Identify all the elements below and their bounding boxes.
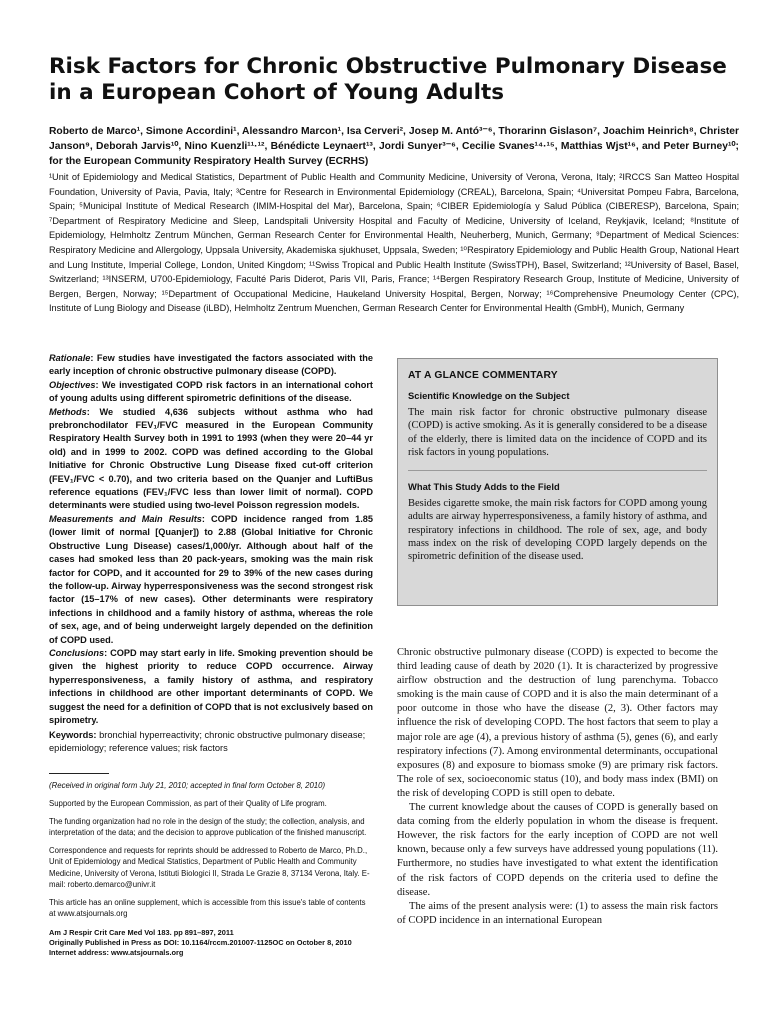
abstract-methods-label: Methods bbox=[49, 406, 87, 417]
keywords bbox=[49, 729, 373, 756]
journal-internet: Internet address: www.atsjournals.org bbox=[49, 948, 184, 957]
body-paragraph: Chronic obstructive pulmonary disease (COPD) is expected to become the third leading cause of death by 2020 (1). It is characterized by progressive airflow obstruction and the destruction of lung parenchyma. Tobacco smoking is the main cause of COPD and it is also the main determinant of a poor outcome in those who have the disease (2, 3). Other factors may influence the risk of developing COPD. The host factors that seem to play a major role are age (4), a previous history of asthma (5), genes (6), and early respiratory infections (7). Among environmental determinants, occupational exposures (8) and exposure to biomass smoke (9) are primary risk factors. The role of sex, socioeconomic status (10), and body mass index (BMI) on the risk of developing COPD is still open to debate. bbox=[397, 647, 718, 799]
body-paragraph: The current knowledge about the causes of COPD is generally based on data coming from the elderly population in whom the disease is frequent. However, the risk factors for the early inception of COPD are not well known, because only a few surveys have addressed young populations (11). Furthermore, no studies have investigated to what extent the identification of the risk factors of COPD depends on the criteria used to define the disease. bbox=[397, 802, 718, 898]
support-note: Supported by the European Commission, as part of their Quality of Life program. bbox=[49, 799, 327, 809]
abstract-results-label: Measurements and Main Results bbox=[49, 513, 202, 524]
abstract-methods bbox=[49, 406, 373, 513]
keywords-label: Keywords: bbox=[49, 730, 97, 740]
funding-note: The funding organization had no role in the design of the study; the collection, analysis, and interpretation of the data; and the decision to approve publication of the finished manuscript. bbox=[49, 817, 367, 838]
journal-citation: Am J Respir Crit Care Med Vol 183. pp 891–897, 2011 bbox=[49, 928, 234, 937]
article-title: Risk Factors for Chronic Obstructive Pulmonary Disease in a European Cohort of Young Adults bbox=[49, 54, 727, 105]
abstract-objectives-text: : We investigated COPD risk factors in an international cohort of young adults using different spirometric definitions of the disease. bbox=[49, 379, 373, 404]
abstract-conclusions bbox=[49, 647, 373, 727]
body-paragraph: The aims of the present analysis were: (1) to assess the main risk factors of COPD incidence in an international European bbox=[397, 900, 718, 926]
received-dates: (Received in original form July 21, 2010; accepted in final form October 8, 2010) bbox=[49, 781, 326, 790]
abstract-conclusions-label: Conclusions bbox=[49, 647, 105, 658]
correspondence-note: Correspondence and requests for reprints should be addressed to Roberto de Marco, Ph.D., Unit of Epidemiology and Medical Statistics, Department of Public Health and Community Medicine, University of Verona, Istituti Biologici II, Strada Le Grazie 8, 37134 Verona, Italy. E-mail: roberto.demarco@univr.it bbox=[49, 846, 370, 889]
glance-title: AT A GLANCE COMMENTARY bbox=[408, 370, 558, 381]
keywords-text: bronchial hyperreactivity; chronic obstructive pulmonary disease; epidemiology; reference values; risk factors bbox=[49, 730, 366, 754]
supplement-note: This article has an online supplement, which is accessible from this issue's table of contents at www.atsjournals.org bbox=[49, 897, 366, 918]
author-list: Roberto de Marco¹, Simone Accordini¹, Alessandro Marcon¹, Isa Cerveri², Josep M. Antó³⁻⁶, Thorarinn Gislason⁷, Joachim Heinrich⁸, Christer Janson⁹, Deborah Jarvis¹⁰, Nino Kuenzli¹¹·¹², Bénédicte Leynaert¹³, Jordi Sunyer³⁻⁶, Cecilie Svanes¹⁴·¹⁵, Matthias Wjst¹⁶, and Peter Burney¹⁰; for the European Community Respiratory Health Survey (ECRHS) bbox=[49, 126, 739, 168]
abstract-rationale-text: : Few studies have investigated the factors associated with the early inception of chronic obstructive pulmonary disease (COPD). bbox=[49, 353, 373, 377]
introduction-text bbox=[397, 646, 718, 928]
abstract-results bbox=[49, 513, 373, 647]
footnotes bbox=[49, 780, 373, 926]
abstract bbox=[49, 352, 373, 727]
abstract-rationale bbox=[49, 352, 373, 379]
abstract-rationale-label: Rationale bbox=[49, 353, 91, 363]
glance-text-knowledge: The main risk factor for chronic obstructive pulmonary disease (COPD) is active smoking. As it is generally considered to be a disease of the elderly, there is limited data on the incidence of COPD and its risk factors in young populations. bbox=[408, 407, 707, 458]
journal-doi: Originally Published in Press as DOI: 10.1164/rccm.201007-1125OC on October 8, 2010 bbox=[49, 938, 352, 947]
glance-heading-knowledge: Scientific Knowledge on the Subject bbox=[408, 390, 570, 401]
journal-info bbox=[49, 928, 373, 958]
abstract-methods-text: : We studied 4,636 subjects without asthma who had prebronchodilator FEV₁/FVC measured in the European Community Respiratory Health Survey both in 1991 to 1993 (when they were 20–44 yr old) and in 1999 to 2002. COPD was defined according to the Global Initiative for Chronic Obstructive Lung Disease fixed cut-off criterion (FEV₁/FVC < 0.70), and two criteria based on the Quanjer and LuftiBus reference equations (FEV₁/FVC less than lower limit of normal). COPD determinants were studied using two-level Poisson regression models. bbox=[49, 406, 373, 511]
affiliations: ¹Unit of Epidemiology and Medical Statistics, Department of Public Health and Community Medicine, University of Verona, Verona, Italy; ²IRCCS San Matteo Hospital Foundation, University of Pavia, Pavia, Italy; ³Centre for Research in Environmental Epidemiology (CREAL), Barcelona, Spain; ⁴Universitat Pompeu Fabra, Barcelona, Spain; ⁵Municipal Institute of Medical Research (IMIM-Hospital del Mar), Barcelona, Spain; ⁶CIBER Epidemiología y Salud Pública (CIBERESP), Barcelona, Spain; ⁷Department of Respiratory Medicine and Sleep, Landspitali University Hospital and Faculty of Medicine, University of Iceland, Reykjavik, Iceland; ⁸Institute of Epidemiology, Helmholtz Zentrum München, German Research Center for Environmental Health, Neuherberg, Munich, Germany; ⁹Department of Medical Sciences: Respiratory Medicine and Allergology, Uppsala University, Akademiska sjukhuset, Uppsala, Sweden; ¹⁰Respiratory Epidemiology and Public Health Group, National Heart and Lung Institute, Imperial College, London, United Kingdom; ¹¹Swiss Tropical and Public Health Institute (SwissTPH), Basel, Switzerland; ¹²University of Basel, Basel, Switzerland; ¹³INSERM, U700-Epidemiology, Faculté Paris Diderot, Paris VII, Paris, France; ¹⁴Bergen Respiratory Research Group, Institute of Medicine, University of Bergen, Bergen, Norway; ¹⁵Department of Occupational Medicine, Haukeland University Hospital, Bergen, Norway; ¹⁶Comprehensive Pneumology Center (CPC), Institute of Lung Biology and Disease (iLBD), Helmholtz Zentrum Muenchen, German Research Center for Environmental Health (GmbH), Munich, Germany bbox=[49, 172, 739, 314]
abstract-objectives-label: Objectives bbox=[49, 379, 96, 390]
at-a-glance-box bbox=[397, 358, 718, 606]
abstract-conclusions-text: : COPD may start early in life. Smoking prevention should be given the highest priority to reduce COPD occurrence. Airway hyperresponsiveness, a family history of asthma, and respiratory infections in childhood are other important determinants of COPD. We suggest the need for a definition of COPD that is not exclusively based on spirometry. bbox=[49, 647, 373, 725]
glance-divider bbox=[408, 470, 707, 471]
abstract-objectives bbox=[49, 379, 373, 406]
glance-heading-adds: What This Study Adds to the Field bbox=[408, 481, 560, 493]
glance-text-adds: Besides cigarette smoke, the main risk factors for COPD among young adults are airway hyperresponsiveness, a family history of asthma, and respiratory infections in childhood. The role of sex, age, and body mass index on the risk of developing COPD largely depends on the spirometric definition of the disease used. bbox=[408, 498, 707, 563]
abstract-results-text: : COPD incidence ranged from 1.85 (lower limit of normal [Quanjer]) to 2.88 (Global Initiative for Chronic Obstructive Lung Disease) cases/1,000/yr. Although about half of the cases had smoked less than 20 pack-years, smoking was the main risk factor for COPD, and it accounted for 29 to 39% of the new cases during the follow-up. Airway hyperresponsiveness was the second strongest risk factor (15–17% of new cases). Other determinants were respiratory infections in childhood and a family history of asthma, whereas the role of sex, age, and of being underweight largely depended on the definition of COPD used. bbox=[49, 513, 373, 645]
footnote-rule bbox=[49, 773, 109, 774]
